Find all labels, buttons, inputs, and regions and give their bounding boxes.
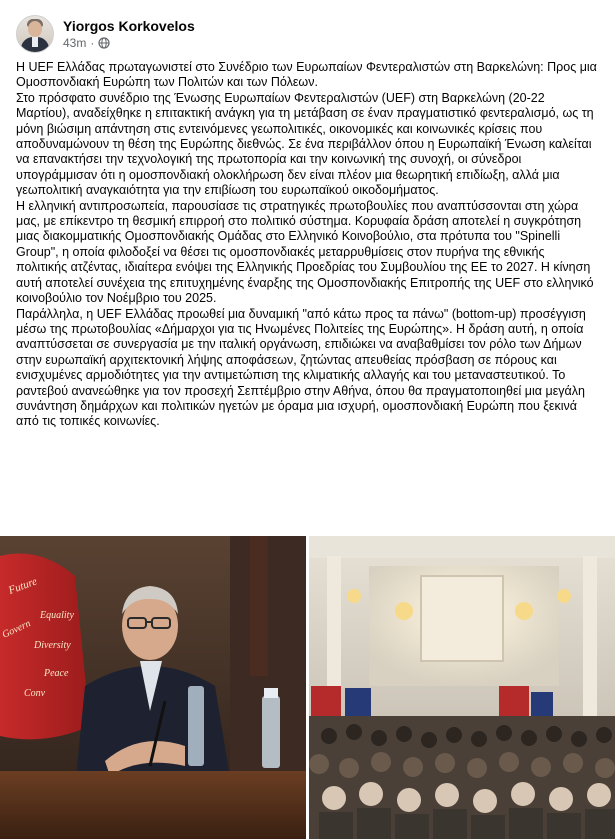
post-time[interactable]: 43m (63, 36, 87, 50)
post-photos (0, 536, 615, 839)
banner-word: Future (6, 575, 39, 597)
author-name[interactable]: Yiorgos Korkovelos (63, 18, 195, 34)
banner-word: Diversity (34, 640, 71, 651)
post-paragraph: Στο πρόσφατο συνέδριο της Ένωσης Ευρωπαίων Φεντεραλιστών (UEF) στη Βαρκελώνη (20-22 Μαρτίου), αναδείχθηκε η επιτακτική ανάγκη για τη μετάβαση σε έναν πραγματιστικό φεντεραλισμό, ως τη μόνη βιώσιμη απάντηση στις εντεινόμενες γεωπολιτικές, οικονομικές και κοινωνικές κρίσεις που αποδυναμώνουν τη θέση της Ευρώπης διεθνώς. Σε ένα περιβάλλον όπου η Ευρωπαϊκή Ένωση καλείται να επανακτήσει την τεχνολογική της πρωτοπορία και την κοινωνική της συνοχή, οι σύνεδροι υπογράμμισαν ότι η ομοσπονδιακή ολοκλήρωση δεν είναι πλέον μια θεωρητική επιδίωξη, αλλά μια γεωπολιτική αναγκαιότητα για την επιβίωση του ευρωπαϊκού οικοδομήματος. (16, 90, 594, 198)
post-header (16, 10, 195, 58)
speaker-photo[interactable] (0, 536, 306, 839)
globe-icon (98, 37, 110, 49)
banner-word: Conv (24, 688, 46, 699)
banner-word: Peace (44, 668, 69, 679)
banner-word: Govern (0, 618, 33, 641)
avatar[interactable] (16, 15, 54, 53)
conference-hall-photo[interactable] (309, 536, 615, 839)
banner-word: Equality (40, 610, 74, 621)
post-paragraph: Η ελληνική αντιπροσωπεία, παρουσίασε τις στρατηγικές πρωτοβουλίες που αναπτύσσονται στη χώρα μας, με επίκεντρο τη θεσμική επιρροή στο πολιτικό σύστημα. Κορυφαία δράση αποτελεί η συγκρότηση μιας διακομματικής Ομοσπονδιακής Ομάδας στο Ελληνικό Κοινοβούλιο, στα πρότυπα του "Spinelli Group", η οποία φιλοδοξεί να θέσει τις ομοσπονδιακές μεταρρυθμίσεις στον πυρήνα της εθνικής πολιτικής ατζέντας, ιδιαίτερα ενόψει της Ελληνικής Προεδρίας του Συμβουλίου της ΕΕ το 2027. Η κίνηση αυτή αποτελεί συνέχεια της επιτυχημένης έναρξης της Ομοσπονδιακής Επιτροπής της UEF στο ελληνικό κοινοβούλιο τον Νοέμβριο του 2025. (16, 198, 594, 306)
conference-hall-illustration (309, 536, 615, 839)
post-meta (63, 17, 195, 51)
speaker-photo-illustration (0, 536, 306, 839)
post-text (16, 60, 599, 430)
post-paragraph: Παράλληλα, η UEF Ελλάδας προωθεί μια δυναμική "από κάτω προς τα πάνω" (bottom-up) προσέγγιση μέσω της πρωτοβουλίας «Δήμαρχοι για τις Ηνωμένες Πολιτείες της Ευρώπης». Η δράση αυτή, η οποία αναπτύσσεται σε συνεργασία με την ιταλική οργάνωση, επιδιώκει να αναβαθμίσει τον ρόλο των Δήμων στην ευρωπαϊκή αρχιτεκτονική λήψης αποφάσεων, ζητώντας απευθείας πρόσβαση σε πόρους και ενισχυμένες αρμοδιότητες για την αντιμετώπιση της κλιματικής αλλαγής και του μεταναστευτικού. Το ραντεβού ανανεώθηκε για τον προσεχή Σεπτέμβριο στην Αθήνα, όπου θα πραγματοποιηθεί μια μεγάλη συνάντηση δημάρχων και πολιτικών ηγετών με όραμα μια ισχυρή, ομοσπονδιακή Ευρώπη που ξεκινά από τις τοπικές κοινωνίες. (16, 306, 586, 429)
post-subline (63, 35, 195, 51)
dot-separator: · (90, 36, 95, 50)
post-paragraph: Η UEF Ελλάδας πρωταγωνιστεί στο Συνέδριο των Ευρωπαίων Φεντεραλιστών στη Βαρκελώνη: Προς μια Ομοσπονδιακή Ευρώπη των Πολιτών και των Πόλεων. (16, 60, 597, 90)
